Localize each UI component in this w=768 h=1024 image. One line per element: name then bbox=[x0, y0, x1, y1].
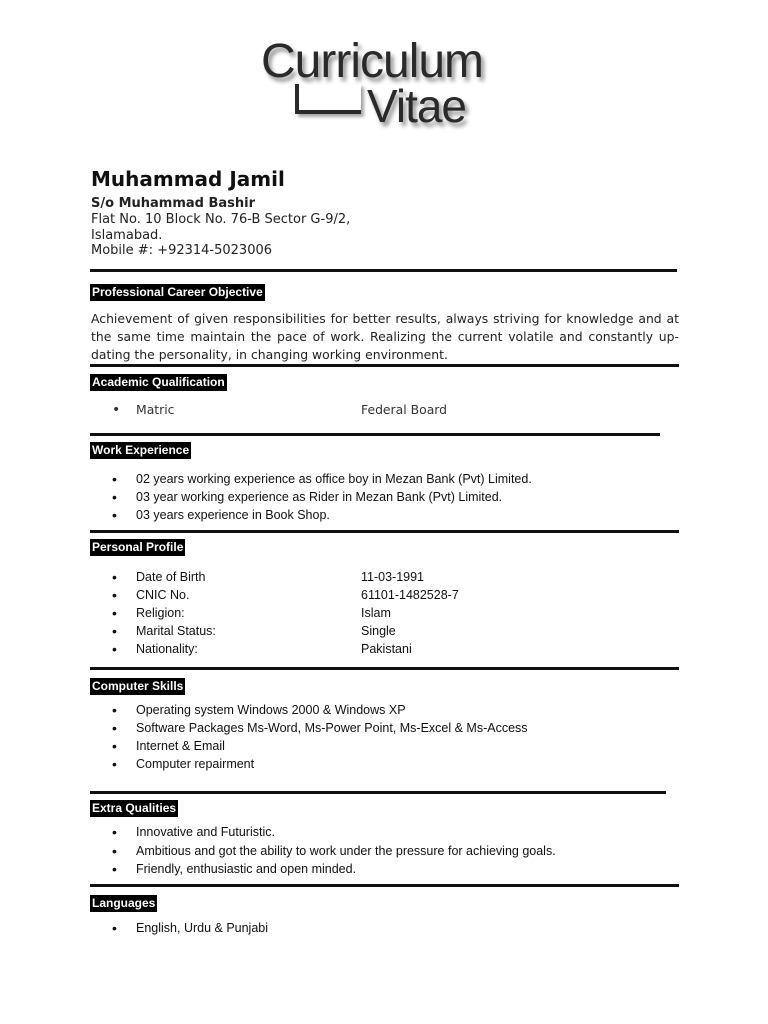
extra-item-text: Ambitious and got the ability to work under the pressure for achieving goals. bbox=[136, 844, 556, 858]
section-divider bbox=[90, 884, 679, 887]
objective-heading: Professional Career Objective bbox=[92, 285, 263, 299]
academic-board: Federal Board bbox=[361, 402, 448, 417]
profile-label: CNIC No. bbox=[136, 588, 190, 602]
section-divider bbox=[90, 269, 677, 272]
language-item-text: English, Urdu & Punjabi bbox=[136, 921, 269, 935]
extra-heading: Extra Qualities bbox=[92, 801, 177, 815]
profile-label: Religion: bbox=[136, 606, 185, 620]
work-item-text: 02 years working experience as office boy in Mezan Bank (Pvt) Limited. bbox=[136, 472, 532, 486]
bullet-icon: • bbox=[112, 920, 117, 936]
profile-heading: Personal Profile bbox=[92, 540, 184, 554]
bullet-icon: • bbox=[112, 471, 117, 487]
bullet-icon: • bbox=[112, 756, 117, 772]
profile-label: Nationality: bbox=[136, 642, 198, 656]
candidate-name: Muhammad Jamil bbox=[91, 167, 285, 191]
section-divider bbox=[90, 433, 660, 436]
bullet-icon: • bbox=[112, 623, 117, 639]
computer-heading: Computer Skills bbox=[92, 679, 184, 693]
computer-item-text: Computer repairment bbox=[136, 757, 255, 771]
bullet-icon: • bbox=[112, 641, 117, 657]
bullet-icon: • bbox=[112, 843, 117, 859]
computer-item-text: Software Packages Ms-Word, Ms-Power Point, Ms-Excel & Ms-Access bbox=[136, 721, 528, 735]
bullet-icon: • bbox=[112, 507, 117, 523]
profile-label: Date of Birth bbox=[136, 570, 206, 584]
academic-degree: Matric bbox=[136, 402, 175, 417]
profile-value: Single bbox=[361, 624, 396, 638]
work-item-text: 03 years experience in Book Shop. bbox=[136, 508, 330, 522]
extra-item-text: Friendly, enthusiastic and open minded. bbox=[136, 862, 357, 876]
address-line-2: Islamabad. bbox=[91, 228, 163, 243]
profile-value: 11-03-1991 bbox=[361, 570, 425, 584]
father-name: S/o Muhammad Bashir bbox=[91, 196, 256, 211]
bullet-icon: • bbox=[112, 824, 117, 840]
bullet-icon: • bbox=[112, 489, 117, 505]
bullet-icon: • bbox=[112, 702, 117, 718]
profile-value: Pakistani bbox=[361, 642, 412, 656]
section-divider bbox=[90, 667, 679, 670]
bullet-icon: • bbox=[112, 720, 117, 736]
objective-text: Achievement of given responsibilities for better results, always striving for knowledge and at the same time maintain the pace of work. Realizing the current volatile and constantly up-dating the personality, in changing working environment. bbox=[91, 311, 679, 362]
bullet-icon: • bbox=[112, 605, 117, 621]
bullet-icon: • bbox=[112, 402, 121, 418]
bullet-icon: • bbox=[112, 738, 117, 754]
logo-line-curriculum: Curriculum bbox=[261, 35, 484, 88]
languages-heading: Languages bbox=[92, 896, 156, 910]
section-divider bbox=[90, 530, 679, 533]
mobile-number: Mobile #: +92314-5023006 bbox=[91, 243, 273, 258]
work-heading: Work Experience bbox=[92, 443, 190, 457]
work-item-text: 03 year working experience as Rider in Mezan Bank (Pvt) Limited. bbox=[136, 490, 503, 504]
logo-line-vitae: Vitae bbox=[367, 80, 467, 132]
profile-value: Islam bbox=[361, 606, 391, 620]
computer-item-text: Internet & Email bbox=[136, 739, 225, 753]
section-divider bbox=[90, 791, 666, 794]
computer-item-text: Operating system Windows 2000 & Windows XP bbox=[136, 703, 406, 717]
section-divider bbox=[90, 364, 679, 367]
bullet-icon: • bbox=[112, 587, 117, 603]
curriculum-vitae-logo bbox=[255, 34, 505, 134]
extra-item-text: Innovative and Futuristic. bbox=[136, 825, 275, 839]
profile-value: 61101-1482528-7 bbox=[361, 588, 459, 602]
address-line-1: Flat No. 10 Block No. 76-B Sector G-9/2, bbox=[91, 212, 351, 227]
bullet-icon: • bbox=[112, 861, 117, 877]
logo-bracket-decoration bbox=[295, 84, 361, 114]
bullet-icon: • bbox=[112, 569, 117, 585]
academic-heading: Academic Qualification bbox=[92, 375, 225, 389]
profile-label: Marital Status: bbox=[136, 624, 216, 638]
